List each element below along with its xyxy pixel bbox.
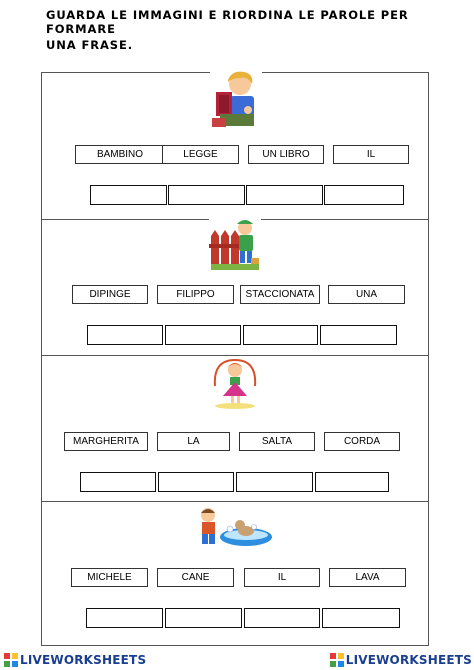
answer-slot[interactable] <box>243 325 318 345</box>
word-card[interactable]: LA <box>157 432 230 451</box>
word-card[interactable]: BAMBINO <box>75 145 165 164</box>
brand-name: LIVEWORKSHEETS <box>20 652 147 667</box>
answer-slot[interactable] <box>246 185 323 205</box>
girl-jumping-rope-icon <box>209 356 261 410</box>
word-card[interactable]: CORDA <box>324 432 400 451</box>
answer-slot[interactable] <box>86 608 163 628</box>
word-card[interactable]: DIPINGE <box>72 285 148 304</box>
word-card[interactable]: MARGHERITA <box>64 432 148 451</box>
word-card[interactable]: SALTA <box>239 432 315 451</box>
word-card[interactable]: IL <box>333 145 409 164</box>
answer-slot[interactable] <box>87 325 163 345</box>
brand-footer-right <box>330 650 472 669</box>
word-card[interactable]: UNA <box>328 285 405 304</box>
answer-slot[interactable] <box>322 608 400 628</box>
answer-slot[interactable] <box>168 185 245 205</box>
liveworksheets-logo-icon <box>4 653 18 667</box>
answer-slot[interactable] <box>165 608 242 628</box>
answer-slot[interactable] <box>236 472 313 492</box>
instruction-line-1: GUARDA LE IMMAGINI E RIORDINA LE PAROLE PER FORMARE <box>46 8 409 36</box>
brand-name: LIVEWORKSHEETS <box>345 652 472 667</box>
section-divider <box>41 501 429 502</box>
word-card[interactable]: FILIPPO <box>157 285 234 304</box>
word-card[interactable]: MICHELE <box>71 568 148 587</box>
answer-slot[interactable] <box>320 325 397 345</box>
brand-footer-left <box>4 650 146 669</box>
answer-slot[interactable] <box>244 608 320 628</box>
answer-slot[interactable] <box>165 325 241 345</box>
answer-slot[interactable] <box>90 185 167 205</box>
child-reading-icon <box>210 70 262 130</box>
liveworksheets-logo-icon <box>330 653 344 667</box>
child-painting-fence-icon <box>209 218 261 272</box>
instruction-line-2: UNA FRASE. <box>46 38 133 52</box>
answer-slot[interactable] <box>324 185 404 205</box>
word-card[interactable]: UN LIBRO <box>248 145 324 164</box>
answer-slot[interactable] <box>315 472 389 492</box>
answer-slot[interactable] <box>158 472 234 492</box>
word-card[interactable]: LAVA <box>329 568 406 587</box>
word-card[interactable]: CANE <box>157 568 234 587</box>
answer-slot[interactable] <box>80 472 156 492</box>
boy-washing-dog-icon <box>190 503 274 551</box>
word-card[interactable]: STACCIONATA <box>240 285 320 304</box>
word-card[interactable]: LEGGE <box>162 145 239 164</box>
word-card[interactable]: IL <box>244 568 320 587</box>
